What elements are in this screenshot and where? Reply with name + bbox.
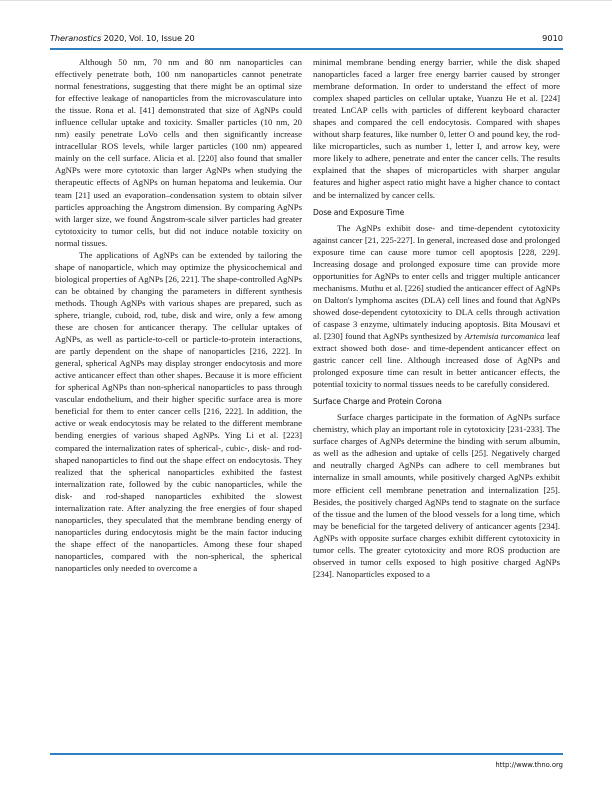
left-column bbox=[55, 56, 302, 574]
page-number: 9010 bbox=[542, 33, 563, 43]
dose-text-part-2: leaf extract showed both dose- and time-dependent anticancer effect on gastric cancer cell line. Although increased dose of AgNPs and prolonged exposure time can result in better anticancer effects, the potential toxicity to normal tissues needs to be carefully considered. bbox=[313, 330, 560, 390]
journal-name: Theranostics bbox=[50, 33, 102, 43]
section-heading-dose-exposure: Dose and Exposure Time bbox=[313, 207, 405, 217]
paragraph-surface-charge: Surface charges participate in the formation of AgNPs surface chemistry, which play an important role in cytotoxicity [231-233]. The surface charges of AgNPs determine the binding with serum albumin, as well as the adhesion and uptake of cells [25]. Negatively charged and neutrally charged AgNPs can adhere to cell membranes but internalize in small amounts, while positively charged AgNPs exhibit more efficient cell membrane penetration and internalization [25]. Besides, the positively charged AgNPs tend to stagnate on the surface of the tissue and the lumen of the blood vessels for a long time, which may be beneficial for the targeted delivery of anticancer agents [234]. AgNPs with opposite surface charges exhibit different cytotoxicity in tumor cells. The greater cytotoxicity and more ROS production are observed in tumor cells exposed to high positive charged AgNPs [234]. Nanoparticles exposed to a bbox=[313, 412, 560, 579]
paragraph-shape-effect-continued: minimal membrane bending energy barrier, while the disk shaped nanoparticles faced a larger free energy barrier caused by stronger membrane deformation. In order to understand the effect of more complex shaped particles on cellular uptake, Yuanzu He et al. [224] treated LnCAP cells with particles of different keyboard character shapes and compared the cell endocytosis. Compared with shapes without sharp features, like number 0, letter O and pound key, the rod-like microparticles, such as number 1, letter I, and arrow key, were more likely to adhere, penetrate and enter the cancer cells. The results explained that the shapes of microparticles with sharper angular features and higher aspect ratio might have a higher chance to contact and be internalized by cancer cells. bbox=[313, 57, 560, 200]
journal-volume-issue: 2020, Vol. 10, Issue 20 bbox=[101, 33, 195, 43]
paragraph-size-effect: Although 50 nm, 70 nm and 80 nm nanoparticles can effectively penetrate both, 100 nm nanoparticles cannot penetrate normal fenestrations, suggesting that there might be an optimal size for effective leakage of nanoparticles from the microvasculature into the tissue. Rona et al. [41] demonstrated that size of AgNPs could influence cellular uptake and toxicity. Smaller particles (10 nm, 20 nm) easily penetrate LoVo cells and then significantly increase intracellular ROS levels, while larger particles (100 nm) appeared mainly on the cell surface. Alicia et al. [220] also found that smaller AgNPs were more cytotoxic than larger AgNPs when studying the therapeutic effects of AgNPs on human hepatoma and leukemia. Our team [21] used an evaporation–condensation system to obtain silver particles approaching the Ångstrom dimension. By comparing AgNPs with larger size, we found Ångstrom-scale silver particles had greater cytotoxicity to tumor cells, but did not induce notable toxicity on normal tissues. bbox=[55, 57, 302, 248]
journal-citation bbox=[50, 33, 195, 43]
dose-text-part-1: The AgNPs exhibit dose- and time-dependent cytotoxicity against cancer [21, 225-227]. In general, increased dose and prolonged exposure time can cause more tumor cell apoptosis [228, 229]. Increasing dosage and prolonged exposure time can provide more opportunities for AgNPs to enter cells and trigger multiple anticancer mechanisms. Muthu et al. [226] studied the anticancer effect of AgNPs on Dalton's lymphoma ascites (DLA) cell lines and found that AgNPs showed dose-dependent cytotoxicity to DLA cells through activation of caspase 3 enzyme, ultimately inducing apoptosis. Bita Mousavi et al. [230] found that AgNPs synthesized by bbox=[313, 222, 560, 341]
journal-url-link[interactable]: http://www.thno.org bbox=[495, 761, 563, 769]
right-column bbox=[313, 56, 560, 580]
section-heading-surface-charge: Surface Charge and Protein Corona bbox=[313, 397, 442, 407]
paragraph-dose-exposure bbox=[313, 222, 560, 391]
species-name: Artemisia turcomanica bbox=[464, 330, 545, 341]
header-rule bbox=[50, 48, 563, 50]
running-header bbox=[50, 32, 563, 48]
footer-rule bbox=[50, 753, 563, 755]
paragraph-shape-effect: The applications of AgNPs can be extended by tailoring the shape of nanoparticle, which may optimize the physicochemical and biological properties of AgNPs [26, 221]. The shape-controlled AgNPs can be obtained by changing the parameters in different synthesis methods. Though AgNPs with various shapes are prepared, such as sphere, triangle, cuboid, rod, tube, disk and wire, only a few among these are chosen for anticancer therapy. The cellular uptakes of AgNPs, as well as particle-to-cell or particle-to-protein interactions, are partly dependent on the shape of nanoparticles [216, 222]. In general, spherical AgNPs may display stronger endocytosis and more active anticancer effect than other shapes. Because it is more efficient for spherical AgNPs than non-spherical nanoparticles to pass through vascular endothelium, and their higher specific surface area is more beneficial for them to enter cancer cells [216, 222]. In addition, the active or weak endocytosis may be related to the different membrane bending energies of various shaped AgNPs. Ying Li et al. [223] compared the internalization rates of spherical-, cubic-, disk- and rod-shaped nanoparticles to find out the shape effect on endocytosis. They realized that the spherical nanoparticles exhibited the fastest internalization rate, followed by the cubic nanoparticles, while the disk- and rod-shaped nanoparticles exhibited the slowest internalization rate. After analyzing the free energies of four shaped nanoparticles, they speculated that the membrane bending energy of nanoparticles during endocytosis might be the main factor inducing the shape effect of the nanoparticles. Among these four shaped nanoparticles, compared with the non-spherical, the spherical nanoparticles only needed to overcome a bbox=[55, 249, 302, 573]
